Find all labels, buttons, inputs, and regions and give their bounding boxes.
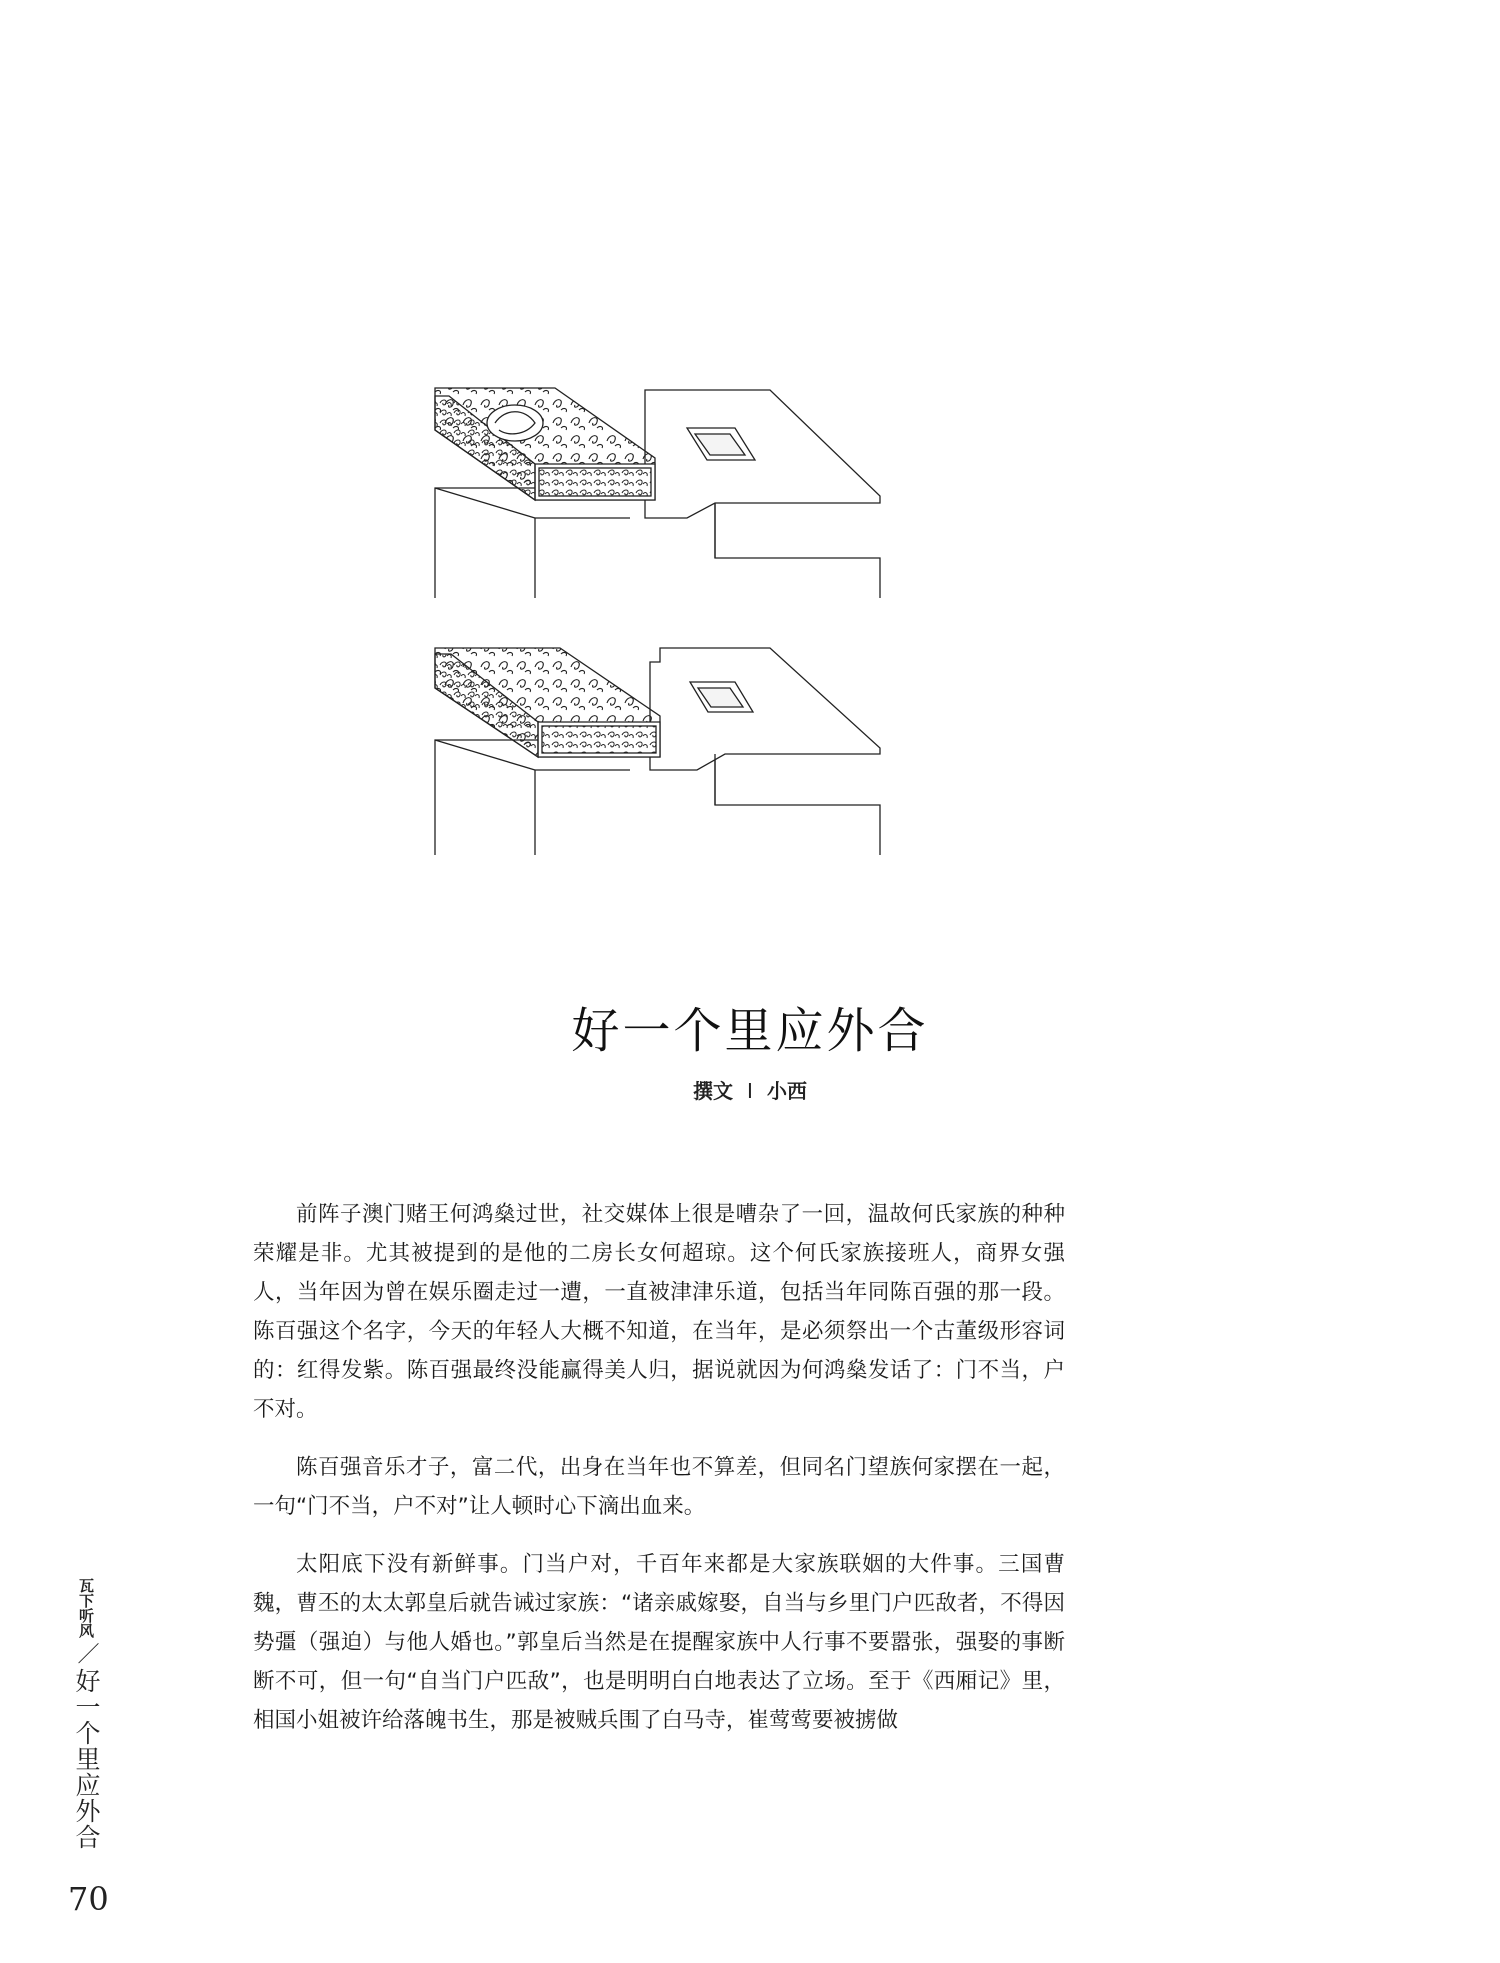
author-name: 小西: [766, 1079, 807, 1103]
running-head-slash: ／: [74, 1642, 99, 1664]
running-head-title: 好一个里应外合: [72, 1668, 101, 1850]
page-number: 70: [68, 1880, 109, 1918]
article-body: [253, 1195, 1065, 1759]
running-head: [70, 1578, 104, 1850]
illustration-carved-box-top: [425, 378, 905, 598]
paragraph: 太阳底下没有新鲜事。门当户对，千百年来都是大家族联姻的大件事。三国曹魏，曹丕的太太郭皇后就告诫过家族：“诸亲戚嫁娶，自当与乡里门户匹敌者，不得因势彊（强迫）与他人婚也。”郭皇后当然是在提醒家族中人行事不要嚣张，强娶的事断断不可，但一句“自当门户匹敌”，也是明明白白地表达了立场。至于《西厢记》里，相国小姐被许给落魄书生，那是被贼兵围了白马寺，崔莺莺要被掳做: [253, 1552, 1065, 1733]
illustration-carved-box-bottom: [425, 640, 905, 855]
running-head-section: 瓦下听风: [77, 1578, 95, 1638]
article-title: 好一个里应外合: [571, 1003, 929, 1059]
byline-separator: I: [747, 1079, 753, 1103]
paragraph: 陈百强音乐才子，富二代，出身在当年也不算差，但同名门望族何家摆在一起，一句“门不当，户不对”让人顿时心下滴出血来。: [253, 1455, 1065, 1519]
paragraph: 前阵子澳门赌王何鸿燊过世，社交媒体上很是嘈杂了一回，温故何氏家族的种种荣耀是非。尤其被提到的是他的二房长女何超琼。这个何氏家族接班人，商界女强人，当年因为曾在娱乐圈走过一遭，一直被津津乐道，包括当年同陈百强的那一段。陈百强这个名字，今天的年轻人大概不知道，在当年，是必须祭出一个古董级形容词的：红得发紫。陈百强最终没能赢得美人归，据说就因为何鸿燊发话了：门不当，户不对。: [253, 1202, 1065, 1422]
byline-prefix: 撰文: [693, 1079, 734, 1103]
byline: [0, 1075, 1500, 1104]
